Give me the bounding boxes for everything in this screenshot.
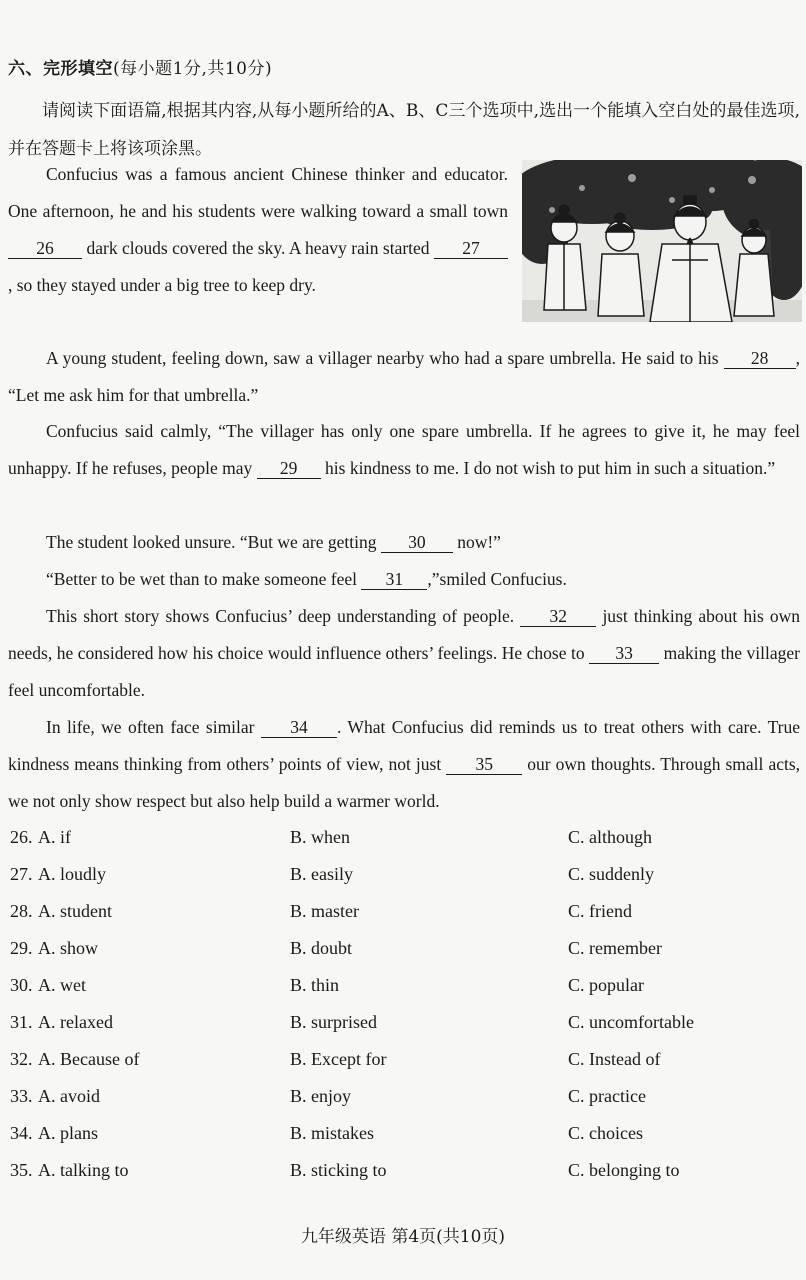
question-number: 33.	[10, 1086, 33, 1106]
passage-text: making the villager feel uncomfortable.	[8, 643, 801, 700]
passage-text: A young student, feeling down, saw a villager nearby who had a spare umbrella. He said to his	[46, 348, 719, 368]
page-footer: 九年级英语 第4页(共10页)	[300, 1227, 506, 1247]
question-32	[10, 1049, 800, 1079]
question-35	[10, 1160, 800, 1190]
option-a: A. plans	[38, 1123, 98, 1143]
passage-text: In life, we often face similar	[46, 717, 255, 737]
option-a: A. relaxed	[38, 1012, 113, 1032]
option-c: C. practice	[568, 1086, 646, 1106]
instructions: 请阅读下面语篇,根据其内容,从每小题所给的A、B、C三个选项中,选出一个能填入空白处的最佳选项,并在答题卡上将该项涂黑。	[8, 101, 800, 159]
passage-paragraph-2	[8, 340, 800, 414]
passage-text: , so they stayed under a big tree to keep dry.	[8, 275, 316, 295]
passage-text: our own thoughts. Through small acts, we not only show respect but also help build a warmer world.	[8, 754, 801, 811]
passage-text: Confucius was a famous ancient Chinese thinker and educator. One afternoon, he and his students were walking toward a small town	[8, 164, 508, 221]
section-title	[8, 54, 272, 79]
option-c: C. belonging to	[568, 1160, 680, 1180]
option-b: B. master	[290, 901, 359, 921]
question-28	[10, 901, 800, 931]
option-a: A. talking to	[38, 1160, 129, 1180]
option-a: A. Because of	[38, 1049, 140, 1069]
option-a: A. avoid	[38, 1086, 100, 1106]
passage-text: now!”	[457, 532, 501, 552]
passage-text: just thinking about his own needs, he considered how his choice would influence others’ feelings. He chose to	[8, 606, 801, 663]
question-number: 27.	[10, 864, 33, 884]
passage-text: dark clouds covered the sky. A heavy rain started	[86, 238, 430, 258]
blank-28: 28	[724, 348, 796, 369]
option-c: C. Instead of	[568, 1049, 661, 1069]
question-number: 28.	[10, 901, 33, 921]
option-b: B. surprised	[290, 1012, 377, 1032]
question-number: 32.	[10, 1049, 33, 1069]
blank-35: 35	[446, 754, 522, 775]
option-c: C. uncomfortable	[568, 1012, 694, 1032]
blank-27: 27	[434, 238, 508, 259]
passage-paragraph-5	[8, 561, 800, 598]
option-b: B. sticking to	[290, 1160, 387, 1180]
blank-29: 29	[257, 458, 321, 479]
blank-34: 34	[261, 717, 337, 738]
blank-26: 26	[8, 238, 82, 259]
option-b: B. when	[290, 827, 350, 847]
option-a: A. if	[38, 827, 71, 847]
question-number: 31.	[10, 1012, 33, 1032]
option-c: C. remember	[568, 938, 662, 958]
option-a: A. student	[38, 901, 112, 921]
question-34	[10, 1123, 800, 1153]
option-a: A. loudly	[38, 864, 107, 884]
passage-paragraph-3	[8, 413, 800, 487]
passage-text: “Better to be wet than to make someone feel	[46, 569, 357, 589]
question-number: 30.	[10, 975, 33, 995]
section-heading: 六、完形填空	[8, 59, 113, 79]
passage-paragraph-1	[8, 156, 508, 304]
question-number: 34.	[10, 1123, 33, 1143]
question-29	[10, 938, 800, 968]
passage-text: , “Let me ask him for that umbrella.”	[8, 348, 801, 405]
passage-text: his kindness to me. I do not wish to put him in such a situation.”	[325, 458, 776, 478]
option-c: C. although	[568, 827, 652, 847]
question-number: 35.	[10, 1160, 33, 1180]
question-number: 29.	[10, 938, 33, 958]
passage-paragraph-4	[8, 524, 800, 561]
option-c: C. choices	[568, 1123, 643, 1143]
passage-text: The student looked unsure. “But we are getting	[46, 532, 377, 552]
question-33	[10, 1086, 800, 1116]
option-b: B. doubt	[290, 938, 353, 958]
blank-32: 32	[520, 606, 596, 627]
question-27	[10, 864, 800, 894]
option-c: C. friend	[568, 901, 632, 921]
option-a: A. wet	[38, 975, 86, 995]
option-b: B. thin	[290, 975, 340, 995]
passage-paragraph-6	[8, 598, 800, 709]
option-c: C. suddenly	[568, 864, 655, 884]
option-b: B. mistakes	[290, 1123, 374, 1143]
option-a: A. show	[38, 938, 99, 958]
passage-paragraph-7	[8, 709, 800, 820]
option-b: B. Except for	[290, 1049, 387, 1069]
passage-text: ,”smiled Confucius.	[427, 569, 567, 589]
question-31	[10, 1012, 800, 1042]
question-number: 26.	[10, 827, 33, 847]
passage-text: This short story shows Confucius’ deep understanding of people.	[46, 606, 515, 626]
passage-text: Confucius said calmly, “The villager has only one spare umbrella. If he agrees to give it, he may feel unhappy. If he refuses, people may	[8, 421, 800, 478]
blank-33: 33	[589, 643, 659, 664]
question-26	[10, 827, 800, 857]
blank-31: 31	[361, 569, 427, 590]
blank-30: 30	[381, 532, 453, 553]
passage-text: . What Confucius did reminds us to treat others with care. True kindness means thinking from others’ points of view, not just	[8, 717, 801, 774]
question-30	[10, 975, 800, 1005]
section-points: (每小题1分,共10分)	[113, 59, 273, 79]
option-b: B. enjoy	[290, 1086, 351, 1106]
option-c: C. popular	[568, 975, 644, 995]
option-b: B. easily	[290, 864, 353, 884]
confucius-illustration	[522, 160, 802, 322]
